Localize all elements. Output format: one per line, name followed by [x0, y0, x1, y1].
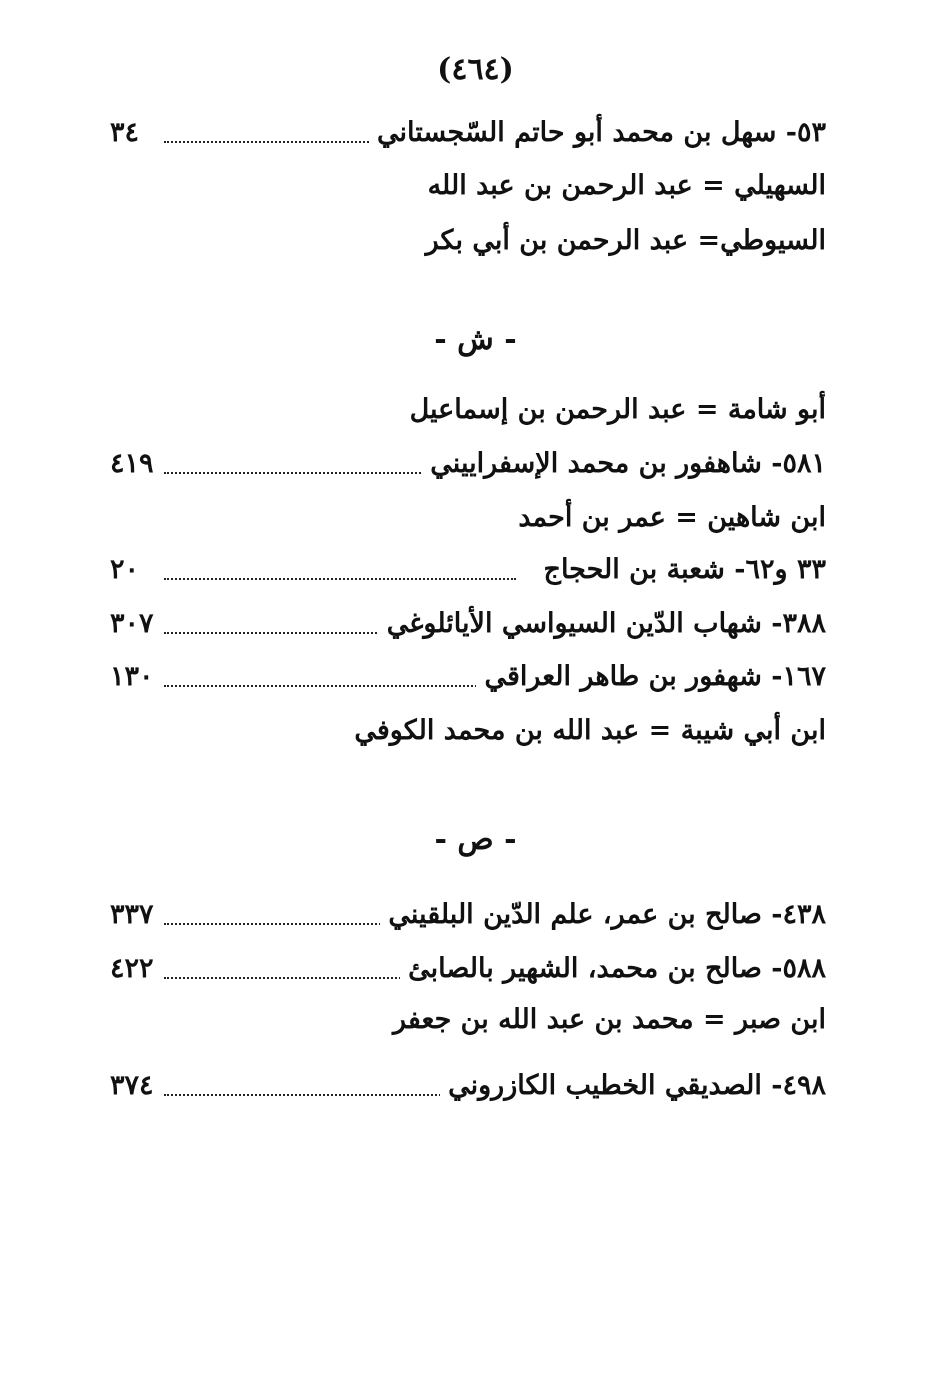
- cross-reference: [110, 221, 826, 265]
- leader-dots: [164, 578, 516, 580]
- cross-reference: [110, 498, 826, 542]
- cross-reference-text: ابن أبي شيبة = عبد الله بن محمد الكوفي: [354, 715, 826, 746]
- entry-name: ٥٣- سهل بن محمد أبو حاتم السّجستاني: [369, 117, 826, 148]
- cross-reference-text: ابن شاهين = عمر بن أحمد: [518, 502, 826, 533]
- entry-page: ٣٠٧: [110, 608, 154, 639]
- cross-reference-text: أبو شامة = عبد الرحمن بن إسماعيل: [409, 394, 826, 425]
- index-entry: [110, 949, 826, 993]
- entry-page: ٣٧٤: [110, 1070, 154, 1101]
- section-heading-shin: - ش -: [434, 322, 517, 357]
- entry-page: ٤١٩: [110, 448, 154, 479]
- section-heading-sad: - ص -: [434, 822, 517, 857]
- index-entry: [110, 444, 826, 488]
- entry-page: ٣٣٧: [110, 899, 154, 930]
- entry-page: ١٣٠: [110, 661, 154, 692]
- cross-reference: [110, 166, 826, 210]
- entry-page: ٢٠: [110, 554, 140, 585]
- cross-reference-text: السيوطي= عبد الرحمن بن أبي بكر: [425, 225, 826, 256]
- entry-name: ٣٣ و٦٢- شعبة بن الحجاج: [536, 554, 826, 585]
- cross-reference: [110, 390, 826, 434]
- index-entry: [110, 550, 826, 594]
- entry-page: ٤٢٢: [110, 953, 154, 984]
- index-entry: [110, 1066, 826, 1110]
- cross-reference: [110, 1000, 826, 1044]
- index-entry: [110, 113, 826, 157]
- entry-name: ٥٨٨- صالح بن محمد، الشهير بالصابئ: [400, 953, 826, 984]
- index-entry: [110, 604, 826, 648]
- leader-dots: [164, 685, 516, 687]
- entry-name: ٤٣٨- صالح بن عمر، علم الدّين البلقيني: [380, 899, 826, 930]
- cross-reference-text: السهيلي = عبد الرحمن بن عبد الله: [427, 170, 826, 201]
- index-entry: [110, 895, 826, 939]
- entry-name: ٥٨١- شاهفور بن محمد الإسفراييني: [422, 448, 826, 479]
- cross-reference: [110, 711, 826, 755]
- entry-name: ٤٩٨- الصديقي الخطيب الكازروني: [440, 1070, 826, 1101]
- entry-name: ٣٨٨- شهاب الدّين السيواسي الأيائلوغي: [379, 608, 826, 639]
- index-entry: [110, 657, 826, 701]
- entry-name: ١٦٧- شهفور بن طاهر العراقي: [476, 661, 826, 692]
- page-number: (٤٦٤): [437, 52, 514, 87]
- cross-reference-text: ابن صبر = محمد بن عبد الله بن جعفر: [392, 1004, 826, 1035]
- entry-page: ٣٤: [110, 117, 140, 148]
